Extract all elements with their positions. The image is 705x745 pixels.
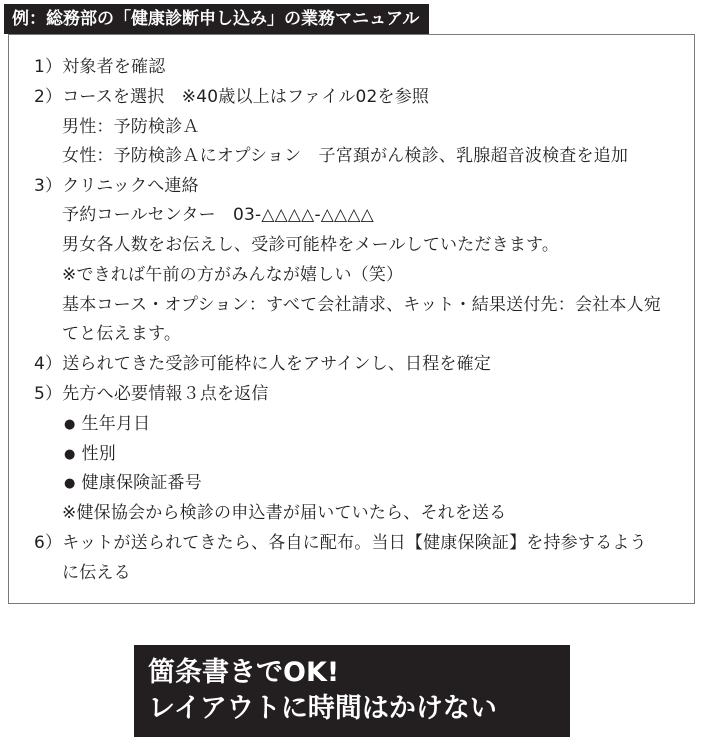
step-6-text: 6）キットが送られてきたら、各自に配布。当日【健康保険証】を持参するよう	[34, 533, 647, 553]
kenpo-note-text: ※健保協会から検診の申込書が届いていたら、それを送る	[62, 503, 507, 523]
step-6-continued-text: に伝える	[62, 563, 131, 583]
caption-line-2: レイアウトに時間はかけない	[148, 693, 497, 724]
call-center-text: 予約コールセンター 03-△△△△-△△△△	[62, 205, 374, 225]
morning-note-text: ※できれば午前の方がみんなが嬉しい（笑）	[62, 265, 404, 285]
list-item-label: 性別	[81, 444, 116, 464]
headcount-note-text: 男女各人数をお伝えし、受診可能枠をメールしていただきます。	[62, 235, 560, 255]
caption-box	[134, 645, 570, 737]
bullet-icon: ●	[64, 476, 76, 491]
list-item-label: 生年月日	[81, 414, 151, 434]
caption-line-1: 箇条書きでOK!	[148, 657, 340, 688]
female-course-text: 女性：予防検診Ａにオプション 子宮頚がん検診、乳腺超音波検査を追加	[62, 146, 629, 166]
list-item	[64, 468, 202, 500]
bullet-icon: ●	[64, 417, 76, 432]
step-2-text: 2）コースを選択 ※40歳以上はファイル02を参照	[34, 87, 430, 107]
step-4-text: 4）送られてきた受診可能枠に人をアサインし、日程を確定	[34, 354, 492, 374]
list-item-label: 健康保険証番号	[81, 473, 202, 493]
billing-note-text: 基本コース・オプション：すべて会社請求、キット・結果送付先：会社本人宛	[62, 295, 661, 315]
manual-title: 例：総務部の「健康診断申し込み」の業務マニュアル	[4, 4, 429, 34]
step-5-text: 5）先方へ必要情報３点を返信	[34, 384, 269, 404]
step-1-text: 1）対象者を確認	[34, 57, 166, 77]
male-course-text: 男性：予防検診Ａ	[62, 117, 200, 137]
list-item	[64, 409, 150, 441]
bullet-icon: ●	[64, 447, 76, 462]
step-3-text: 3）クリニックへ連絡	[34, 176, 199, 196]
list-item	[64, 439, 116, 471]
billing-note-continued-text: てと伝えます。	[62, 324, 182, 344]
